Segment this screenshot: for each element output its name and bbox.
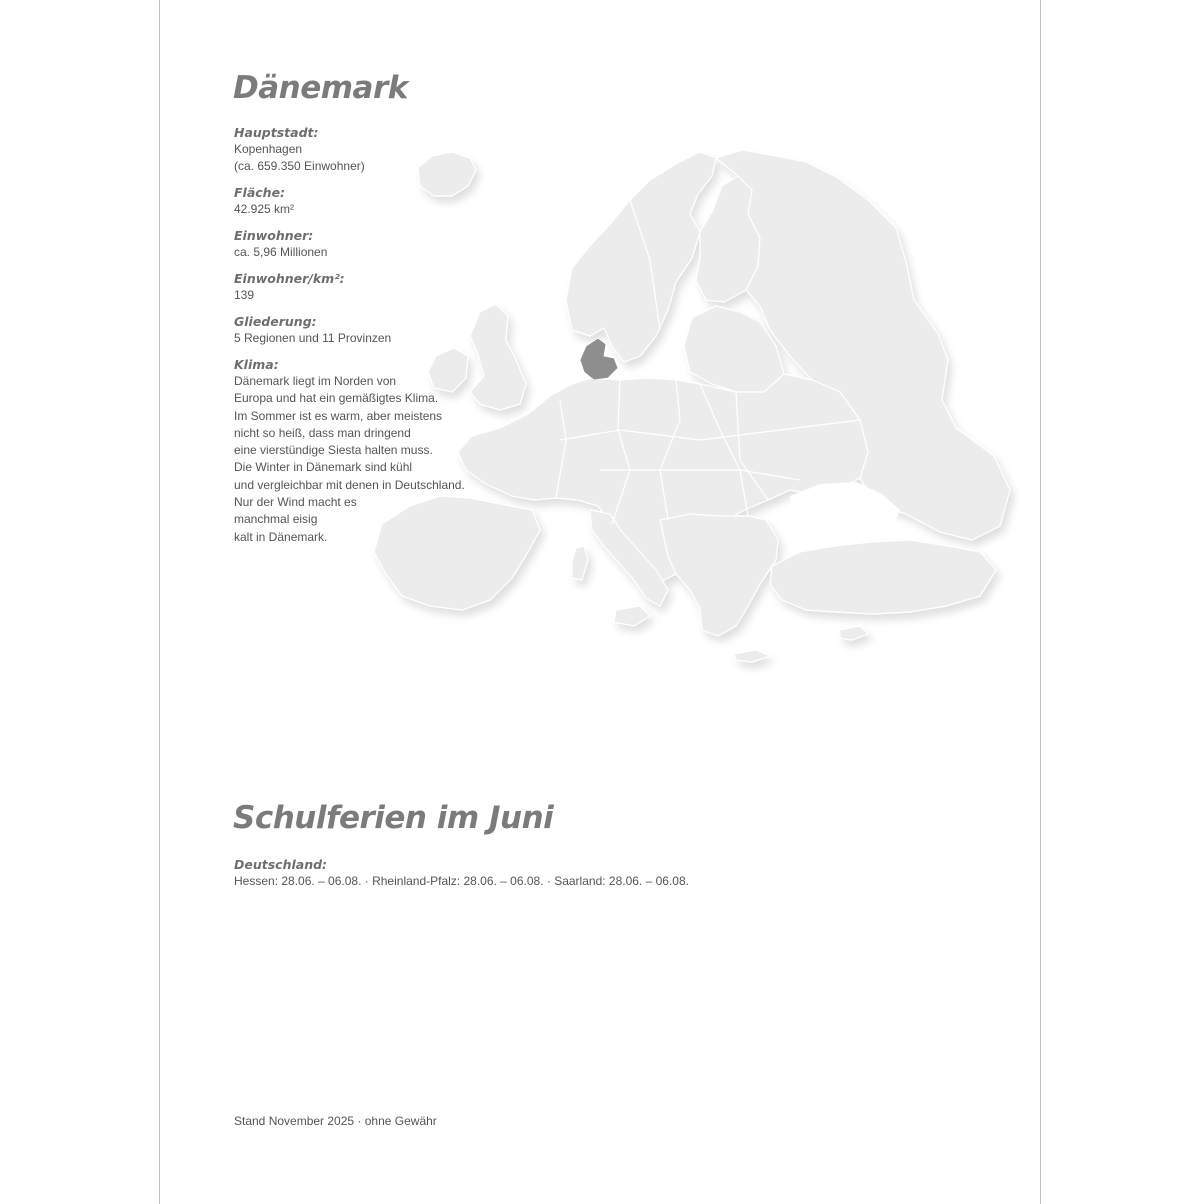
fact-value: ca. 5,96 Millionen: [234, 245, 328, 259]
fact-value: Kopenhagen (ca. 659.350 Einwohner): [234, 142, 365, 173]
climate-line: Europa und hat ein gemäßigtes Klima.: [234, 391, 439, 406]
map-cyprus: [840, 626, 868, 640]
fact-value: 139: [234, 288, 255, 302]
climate-line: Im Sommer ist es warm, aber meistens: [234, 408, 443, 423]
fact-value: 5 Regionen und 11 Provinzen: [234, 331, 392, 345]
map-turkey: [770, 540, 996, 614]
map-iceland: [418, 152, 476, 196]
holidays-title: Schulferien im Juni: [233, 800, 554, 836]
fact-label: Einwohner/km²:: [234, 271, 345, 286]
climate-line: Die Winter in Dänemark sind kühl: [234, 460, 413, 475]
fact-value: 42.925 km²: [234, 202, 295, 216]
climate-line: eine vierstündige Siesta halten muss.: [234, 443, 433, 458]
fact-label: Hauptstadt:: [234, 125, 319, 140]
footer-note: Stand November 2025 · ohne Gewähr: [234, 1114, 437, 1128]
map-corsica: [572, 546, 588, 580]
climate-line: kalt in Dänemark.: [234, 529, 328, 544]
fact-label: Einwohner:: [234, 228, 314, 243]
climate-line: Dänemark liegt im Norden von: [234, 374, 397, 388]
fact-label: Gliederung:: [234, 314, 317, 329]
climate-line: manchmal eisig: [234, 512, 318, 527]
map-ireland: [428, 348, 468, 392]
country-title: Dänemark: [233, 70, 408, 106]
climate-line: nicht so heiß, dass man dringend: [234, 425, 411, 440]
map-uk: [470, 304, 526, 410]
holidays-region-label: Deutschland:: [234, 857, 328, 872]
holidays-section: [234, 856, 689, 890]
climate-line: Nur der Wind macht es: [234, 495, 357, 510]
map-iberia: [374, 496, 540, 610]
map-crete: [734, 650, 770, 662]
fact-label: Klima:: [234, 357, 279, 372]
europe-map: [330, 125, 1030, 685]
holidays-text: Hessen: 28.06. – 06.08. · Rheinland-Pfalz: 28.06. – 06.08. · Saarland: 28.06. – 06.08.: [234, 874, 689, 888]
map-balkans: [660, 514, 778, 636]
climate-line: und vergleichbar mit denen in Deutschland.: [234, 477, 465, 492]
map-sicily: [614, 606, 650, 626]
fact-label: Fläche:: [234, 185, 286, 200]
